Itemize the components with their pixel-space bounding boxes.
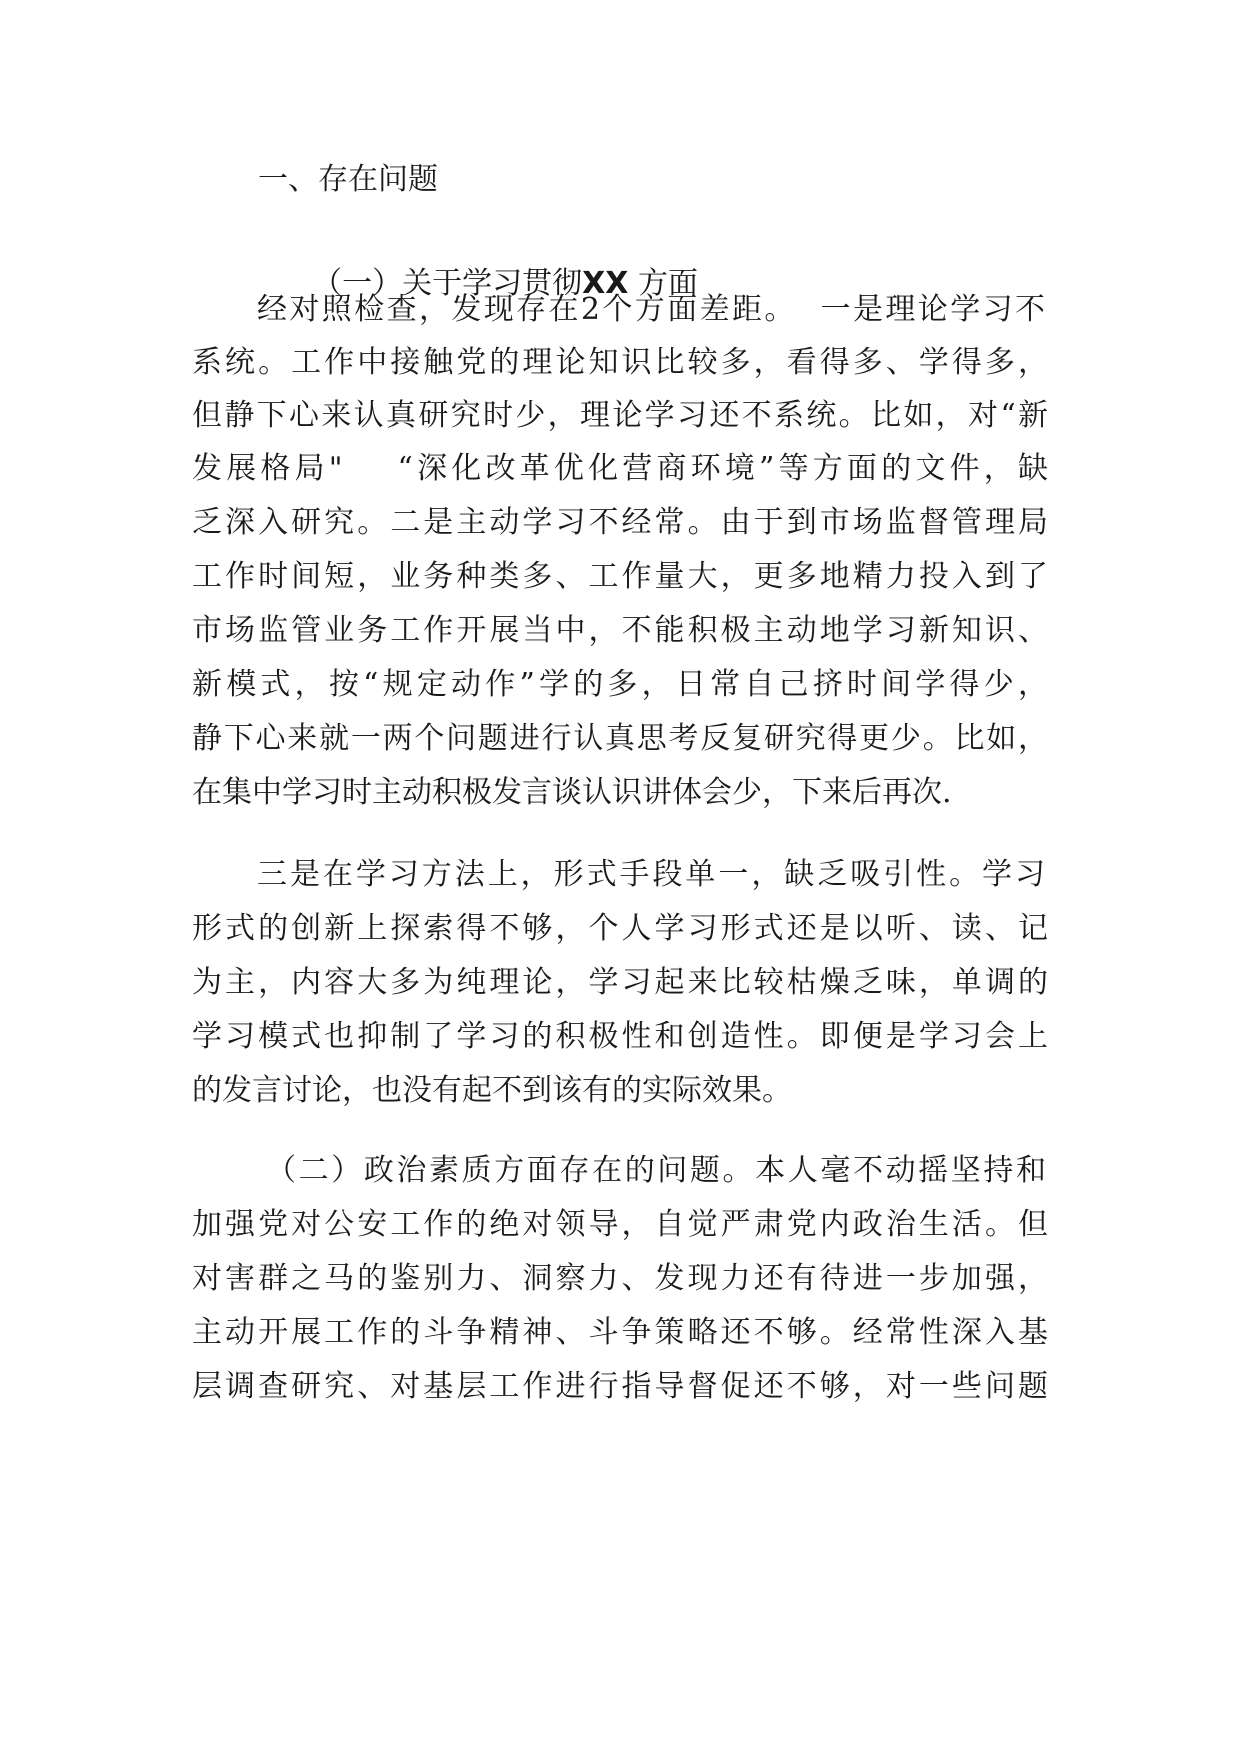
paragraph-line: 经对照检查，发现存在2个方面差距。 一是理论学习不 <box>257 292 1045 327</box>
paragraph-line: 工作时间短，业务种类多、工作量大，更多地精力投入到了 <box>192 559 1048 594</box>
paragraph-line: 发展格局" “深化改革优化营商环境”等方面的文件，缺 <box>192 451 1048 486</box>
paragraph-line: 层调查研究、对基层工作进行指导督促还不够，对一些问题 <box>192 1369 1048 1404</box>
paragraph-line: 为主，内容大多为纯理论，学习起来比较枯燥乏味，单调的 <box>192 965 1048 1000</box>
paragraph-line: 学习模式也抑制了学习的积极性和创造性。即便是学习会上 <box>192 1019 1048 1054</box>
paragraph-line: 主动开展工作的斗争精神、斗争策略还不够。经常性深入基 <box>192 1315 1048 1350</box>
section-heading: 一、存在问题 <box>258 162 438 197</box>
paragraph-line: 加强党对公安工作的绝对领导，自觉严肃党内政治生活。但 <box>192 1207 1048 1242</box>
subheading-prefix: （一）关于学习贯彻 <box>312 266 583 301</box>
subsection-heading <box>274 224 974 301</box>
paragraph-line: 对害群之马的鉴别力、洞察力、发现力还有待进一步加强， <box>192 1261 1048 1296</box>
paragraph-line: （二）政治素质方面存在的问题。本人毫不动摇坚持和 <box>266 1153 1046 1188</box>
paragraph-line: 的发言讨论，也没有起不到该有的实际效果。 <box>192 1073 792 1108</box>
paragraph-line: 但静下心来认真研究时少，理论学习还不系统。比如，对“新 <box>192 398 1048 433</box>
paragraph-line: 新模式，按“规定动作”学的多，日常自己挤时间学得少， <box>192 667 1048 702</box>
paragraph-line: 乏深入研究。二是主动学习不经常。由于到市场监督管理局 <box>192 505 1048 540</box>
paragraph-line: 系统。工作中接触党的理论知识比较多，看得多、学得多， <box>192 345 1048 380</box>
subheading-bold: XX <box>582 266 629 301</box>
paragraph-line: 形式的创新上探索得不够，个人学习形式还是以听、读、记 <box>192 911 1048 946</box>
paragraph-line: 三是在学习方法上，形式手段单一，缺乏吸引性。学习 <box>257 857 1045 892</box>
paragraph-line: 市场监管业务工作开展当中，不能积极主动地学习新知识、 <box>192 613 1048 648</box>
subheading-suffix: 方面 <box>628 266 698 301</box>
paragraph-line: 静下心来就一两个问题进行认真思考反复研究得更少。比如， <box>192 721 1048 756</box>
paragraph-line: 在集中学习时主动积极发言谈认识讲体会少，下来后再次. <box>192 775 952 810</box>
